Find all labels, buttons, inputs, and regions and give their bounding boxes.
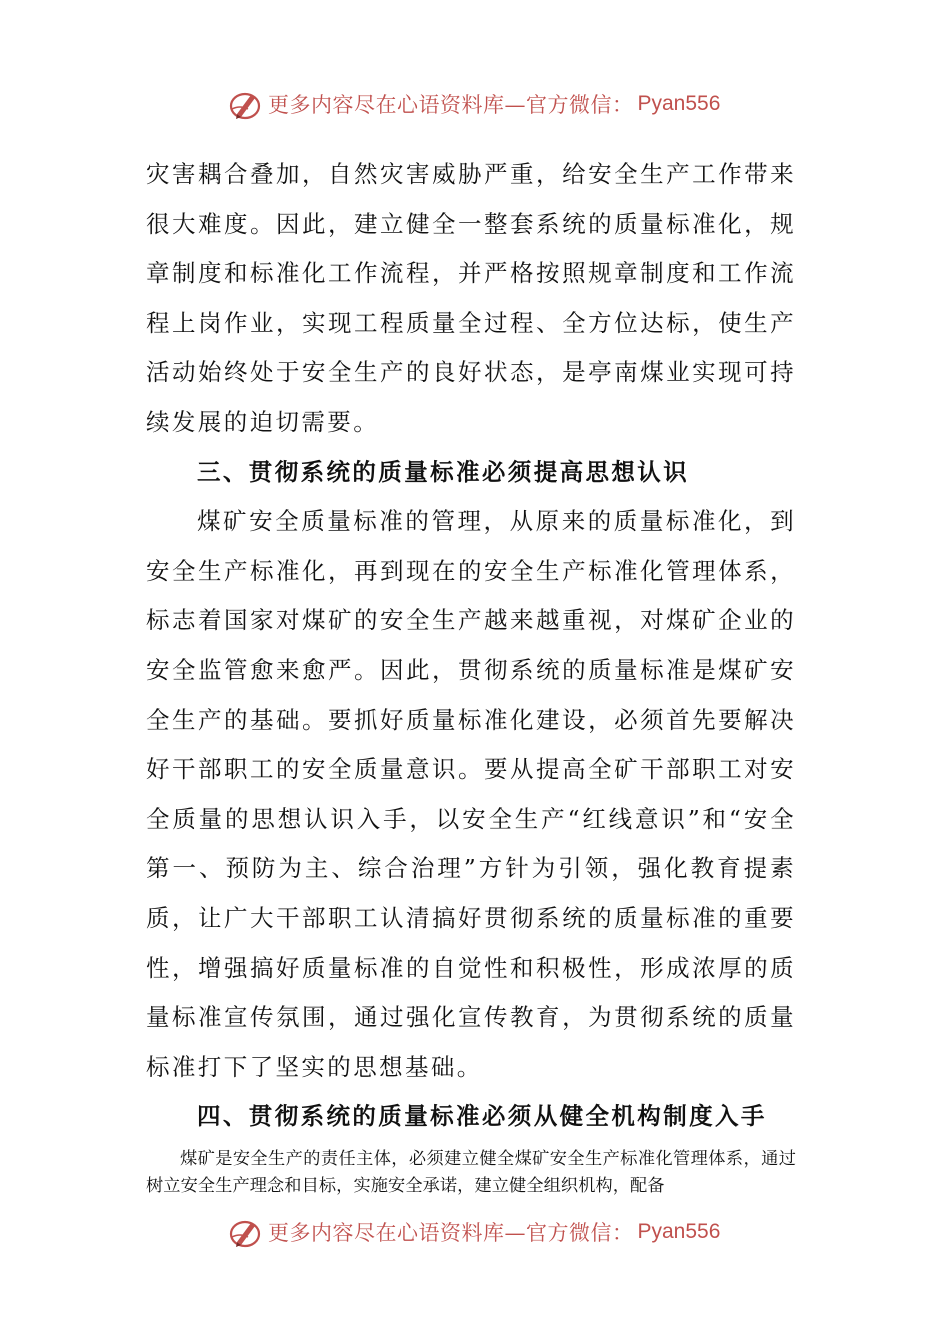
- banner-wechat-id: Pyan556: [637, 92, 721, 115]
- pen-logo-icon: [228, 1215, 262, 1249]
- header-banner: [228, 84, 748, 124]
- footer-banner: [228, 1212, 748, 1252]
- section-heading-4: 四、贯彻系统的质量标准必须从健全机构制度入手: [197, 1102, 767, 1131]
- paragraph-1: 灾害耦合叠加，自然灾害威胁严重，给安全生产工作带来很大难度。因此，建立健全一整套系统的质量标准化，规章制度和标准化工作流程，并严格按照规章制度和工作流程上岗作业，实现工程质量全过程、全方位达标，使生产活动始终处于安全生产的良好状态，是亭南煤业实现可持续发展的迫切需要。: [146, 160, 796, 436]
- section-heading-3: 三、贯彻系统的质量标准必须提高思想认识: [197, 457, 690, 486]
- pen-logo-icon: [228, 87, 262, 121]
- paragraph-3: 煤矿是安全生产的责任主体，必须建立健全煤矿安全生产标准化管理体系，通过树立安全生产理念和目标，实施安全承诺，建立健全组织机构，配备: [146, 1148, 796, 1196]
- banner-text: 更多内容尽在心语资料库—官方微信：: [268, 93, 634, 117]
- banner-text: 更多内容尽在心语资料库—官方微信：: [268, 1221, 634, 1245]
- paragraph-2: 煤矿安全质量标准的管理，从原来的质量标准化，到安全生产标准化，再到现在的安全生产标准化管理体系，标志着国家对煤矿的安全生产越来越重视，对煤矿企业的安全监管愈来愈严。因此，贯彻系统的质量标准是煤矿安全生产的基础。要抓好质量标准化建设，必须首先要解决好干部职工的安全质量意识。要从提高全矿干部职工对安全质量的思想认识入手，以安全生产“红线意识”和“安全第一、预防为主、综合治理”方针为引领，强化教育提素质，让广大干部职工认清搞好贯彻系统的质量标准的重要性，增强搞好质量标准的自觉性和积极性，形成浓厚的质量标准宣传氛围，通过强化宣传教育，为贯彻系统的质量标准打下了坚实的思想基础。: [146, 507, 796, 1081]
- document-body: [146, 150, 796, 1200]
- banner-wechat-id: Pyan556: [637, 1220, 721, 1243]
